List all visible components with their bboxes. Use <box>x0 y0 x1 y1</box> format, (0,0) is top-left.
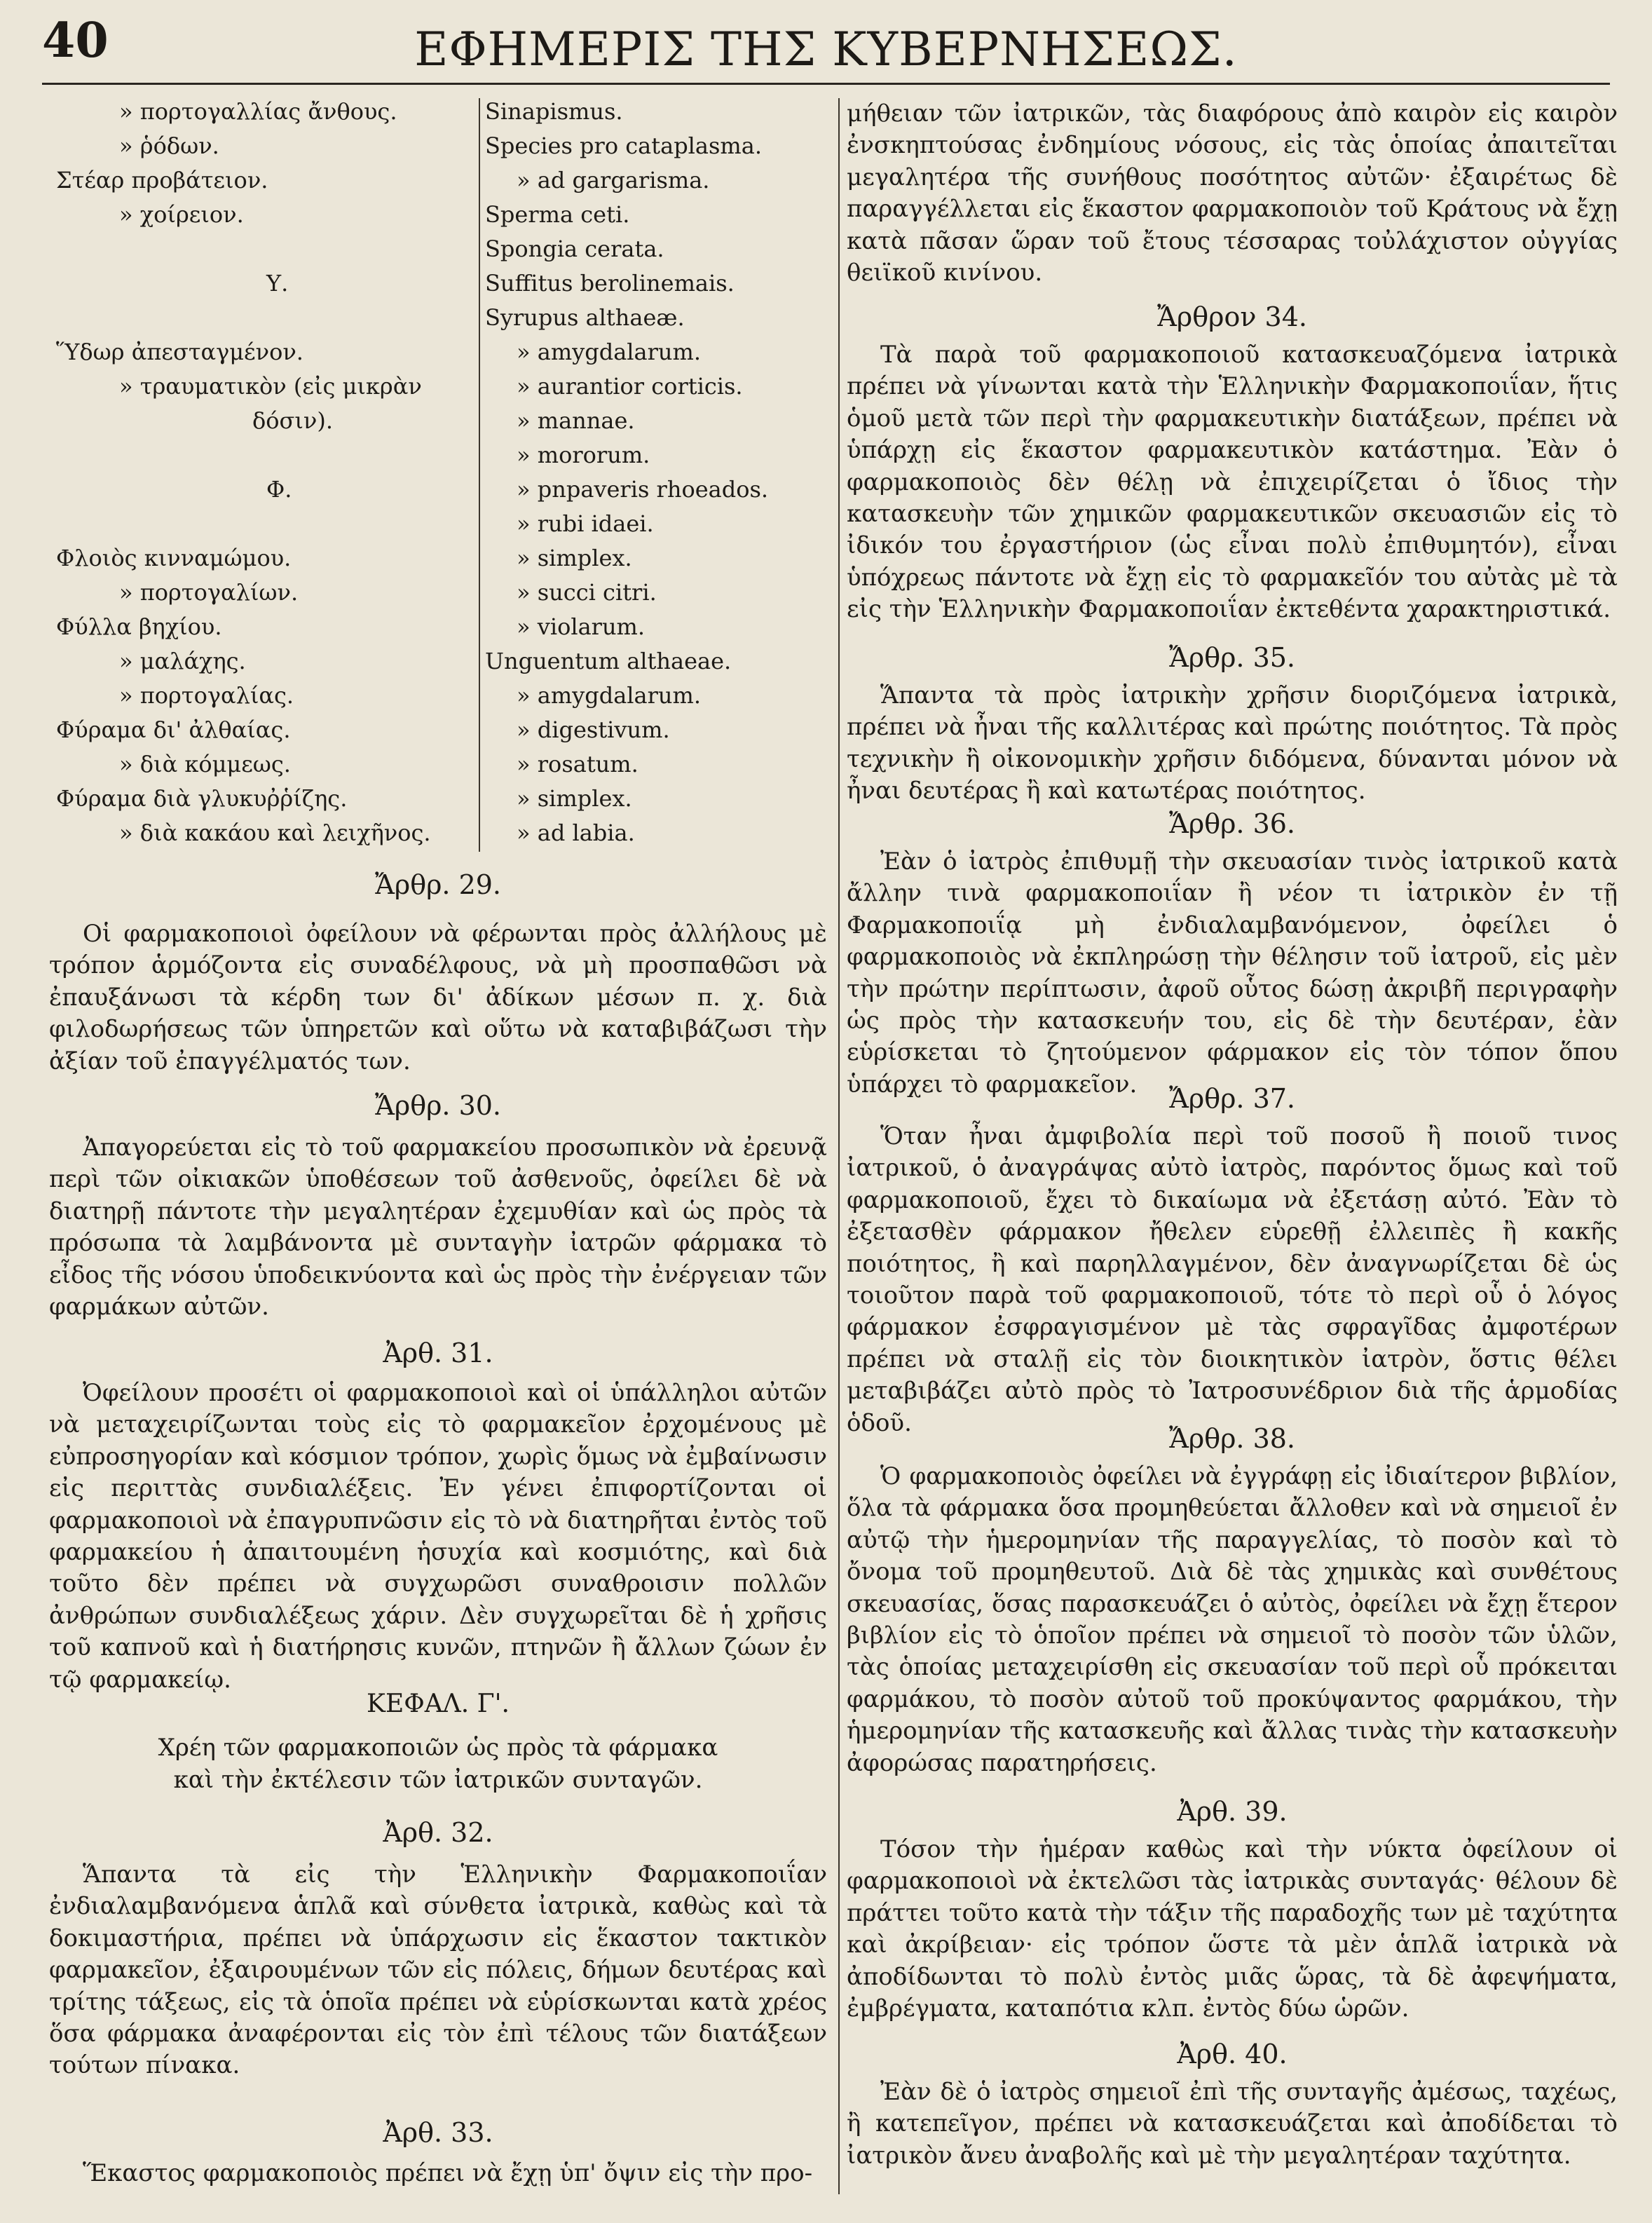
list-item: » διὰ κακάου καὶ λειχῆνος. <box>119 820 431 846</box>
list-item: Suffitus berolinemais. <box>485 270 735 297</box>
article-35-heading: Ἄρθρ. 35. <box>1168 642 1296 673</box>
list-item: Φύραμα διὰ γλυκυῤῥίζης. <box>56 785 348 812</box>
list-item: Unguentum althaeae. <box>485 648 732 674</box>
list-item: » χοίρειον. <box>119 201 244 228</box>
chapter-heading: ΚΕΦΑΛ. Γ'. <box>367 1690 510 1718</box>
list-item: » διὰ κόμμεως. <box>119 751 291 777</box>
list-item: » ad labia. <box>517 820 635 846</box>
list-item: » mororum. <box>517 442 650 468</box>
list-item: » amygdalarum. <box>517 682 702 709</box>
list-item: » violarum. <box>517 613 646 640</box>
list-item: Sinapismus. <box>485 98 623 125</box>
article-32-heading: Ἀρθ. 32. <box>383 1817 493 1848</box>
greek-drug-list <box>56 98 477 855</box>
journal-title: ΕΦΗΜΕΡΙΣ ΤΗΣ ΚΥΒΕΡΝΗΣΕΩΣ. <box>414 22 1238 76</box>
list-item: Ὕδωρ ἀπεσταγμένον. <box>56 339 303 365</box>
list-item: Sperma ceti. <box>485 201 630 228</box>
article-30-heading: Ἄρθρ. 30. <box>374 1090 502 1121</box>
column-divider-rule <box>838 98 840 2194</box>
article-34-text: Τὰ παρὰ τοῦ φαρμακοποιοῦ κατασκευαζόμενα ἰατρικὰ πρέπει νὰ γίνωνται κατὰ τὴν Ἑλληνικὴν Φαρμακοποιΐαν, ἥτις ὁμοῦ μετὰ τῶν περὶ τὴν φαρμακευτικὴν διατάξεων, πρέπει νὰ ὑπάρχῃ εἰς ἕκαστον φαρμακευτικὸν κατάστημα. Ἐὰν ὁ φαρμακοποιὸς δὲν θέλῃ νὰ ἐπιχειρίζεται ὁ ἴδιος τὴν κατασκευὴν τῶν χημικῶν φαρμακευτικῶν σκευασιῶν εἰς τὸ ἰδικόν του ἐργαστήριον (ὡς εἶναι πολὺ ἐπιθυμητόν), εἶναι ὑπόχρεως πάντοτε νὰ ἔχῃ εἰς τὸ φαρμακεῖόν του αὐτὰς μὲ τὰ εἰς τὴν Ἑλληνικὴν Φαρμακοποιΐαν ἐκτεθέντα χαρακτηριστικά. <box>847 341 1618 624</box>
article-35-text: Ἅπαντα τὰ πρὸς ἰατρικὴν χρῆσιν διοριζόμενα ἰατρικὰ, πρέπει νὰ ἦναι τῆς καλλιτέρας καὶ πρώτης ποιότητος. Τὰ πρὸς τεχνικὴν ἢ οἰκονομικὴν χρῆσιν διδόμενα, δύνανται μόνον νὰ ἦναι δευτέρας ἢ καὶ κατωτέρας ποιότητος. <box>847 681 1618 805</box>
article-33-text: Ἕκαστος φαρμακοποιὸς πρέπει νὰ ἔχῃ ὑπ' ὄψιν εἰς τὴν προ- <box>83 2159 813 2187</box>
list-item: Φύραμα δι' ἀλθαίας. <box>56 716 291 743</box>
chapter-title: Χρέη τῶν φαρμακοποιῶν ὡς πρὸς τὰ φάρμακα καὶ τὴν ἐκτέλεσιν τῶν ἰατρικῶν συνταγῶν. <box>158 1734 718 1794</box>
list-item: » simplex. <box>517 785 632 812</box>
article-38-text: Ὁ φαρμακοποιὸς ὀφείλει νὰ ἐγγράφῃ εἰς ἰδιαίτερον βιβλίον, ὅλα τὰ φάρμακα ὅσα προμηθεύεται ἄλλοθεν καὶ νὰ σημειοῖ ἐν αὐτῷ τὴν ἡμερομηνίαν τῆς παραγγελίας, τὸ ποσὸν καὶ τὸ ὄνομα τοῦ προμηθευτοῦ. Διὰ δὲ τὰς χημικὰς καὶ συνθέτους σκευασίας, ὅσας παρασκευάζει ὁ αὐτὸς, ὀφείλει νὰ ἔχῃ ἕτερον βιβλίον εἰς τὸ ὁποῖον πρέπει νὰ σημειοῖ τὸ ποσὸν τῶν ὑλῶν, τὰς ὁποίας μεταχειρίσθη εἰς σκευασίαν τοῦ περὶ οὗ πρόκειται φαρμάκου, τὸ ποσὸν αὐτοῦ τοῦ προκύψαντος φαρμάκου, τὴν ἡμερομηνίαν τῆς κατασκευῆς καὶ ἄλλας τινὰς τὴν κατασκευὴν ἀφορώσας παρατηρήσεις. <box>847 1462 1618 1777</box>
list-item: δόσιν). <box>252 407 334 434</box>
list-item: » mannae. <box>517 407 635 434</box>
article-37-text: Ὅταν ἦναι ἀμφιβολία περὶ τοῦ ποσοῦ ἢ ποιοῦ τινος ἰατρικοῦ, ὁ ἀναγράψας αὐτὸ ἰατρὸς, παρόντος ὅμως καὶ τοῦ φαρμακοποιοῦ, ἔχει τὸ δικαίωμα νὰ ἐξετάσῃ αὐτό. Ἐὰν τὸ ἐξετασθὲν φάρμακον ἤθελεν εὑρεθῇ ἐλλειπὲς ἢ κακῆς ποιότητος, ἢ καὶ παρηλλαγμένον, δὲν ἀναγνωρίζεται δὲ ὡς τοιοῦτον παρὰ τοῦ φαρμακοποιοῦ, τότε τὸ περὶ οὗ ὁ λόγος φάρμακον ἐσφραγισμένον μὲ τὰς σφραγῖδας ἀμφοτέρων πρέπει νὰ σταλῇ εἰς τὸν διοικητικὸν ἰατρὸν, ὅστις θέλει μεταβιβάζει αὐτὸ πρὸς τὸ Ἰατροσυνέδριον διὰ τῆς ἁρμοδίας ὁδοῦ. <box>847 1122 1618 1437</box>
article-39-text: Τόσον τὴν ἡμέραν καθὼς καὶ τὴν νύκτα ὀφείλουν οἱ φαρμακοποιοὶ νὰ ἐκτελῶσι τὰς ἰατρικὰς συνταγάς· θέλουν δὲ πράττει τοῦτο κατὰ τὴν τάξιν τῆς παραδοχῆς των μὲ ταχύτητα καὶ ἀκρίβειαν· εἰς τρόπον ὥστε τὰ μὲν ἁπλᾶ ἰατρικὰ νὰ ἀποδίδωνται τὸ πολὺ ἐντὸς μιᾶς ὥρας, τὰ δὲ ἀφεψήματα, ἐμβρέγματα, καταπότια κλπ. ἐντὸς δύω ὡρῶν. <box>847 1835 1618 2023</box>
list-item: Spongia cerata. <box>485 236 664 262</box>
section-letter-phi: Φ. <box>266 476 292 503</box>
list-item: Στέαρ προβάτειον. <box>56 167 268 193</box>
article-39-heading: Ἀρθ. 39. <box>1177 1796 1288 1827</box>
article-40-heading: Ἀρθ. 40. <box>1177 2039 1288 2069</box>
article-31-heading: Ἀρθ. 31. <box>383 1338 493 1368</box>
article-34-heading: Ἄρθρον 34. <box>1157 301 1307 332</box>
section-letter-upsilon: Υ. <box>266 270 289 297</box>
list-item: » pnpaveris rhoeados. <box>517 476 769 503</box>
list-item: Φλοιὸς κινναμώμου. <box>56 545 292 571</box>
list-item: Species pro cataplasma. <box>485 132 762 159</box>
article-37-heading: Ἄρθρ. 37. <box>1168 1083 1296 1114</box>
list-item: » digestivum. <box>517 716 670 743</box>
article-30-text: Ἀπαγορεύεται εἰς τὸ τοῦ φαρμακείου προσωπικὸν νὰ ἐρευνᾷ περὶ τῶν οἰκιακῶν ὑποθέσεων τοῦ ἀσθενοῦς, ὀφείλει δὲ νὰ διατηρῇ πάντοτε τὴν μεγαλητέραν ἐχεμυθίαν καὶ ὡς πρὸς τὰ πρόσωπα τὰ λαμβάνοντα μὲ συνταγὴν ἰατρῶν φάρμακα τὸ εἶδος τῆς νόσου ὑποδεικνύοντα καὶ ὡς πρὸς τὴν ἐνέργειαν τῶν φαρμάκων αὐτῶν. <box>49 1134 827 1321</box>
list-item: » πορτογαλίων. <box>119 579 299 606</box>
article-38-heading: Ἄρθρ. 38. <box>1168 1423 1296 1454</box>
list-item: Φύλλα βηχίου. <box>56 613 222 640</box>
list-item: » τραυματικὸν (εἰς μικρὰν <box>119 373 422 400</box>
article-33-continuation: μήθειαν τῶν ἰατρικῶν, τὰς διαφόρους ἀπὸ καιρὸν εἰς καιρὸν ἐνσκηπτούσας ἐνδημίους νόσους, εἰς τὰς ὁποίας ἀπαιτεῖται μεγαλητέρα τῆς συνήθους ποσότητος αὐτῶν· ἐξαιρέτως δὲ παραγγέλλεται εἰς ἕκαστον φαρμακοποιὸν τοῦ Κράτους νὰ ἔχῃ κατὰ πᾶσαν ὥραν τοῦ ἔτους τέσσαρας τοὐλάχιστον οὐγγίας θειϊκοῦ κινίνου. <box>847 100 1618 287</box>
article-32-text: Ἅπαντα τὰ εἰς τὴν Ἑλληνικὴν Φαρμακοποιΐαν ἐνδιαλαμβανόμενα ἁπλᾶ καὶ σύνθετα ἰατρικὰ, καθὼς καὶ τὰ δοκιμαστήρια, πρέπει νὰ ὑπάρχωσιν εἰς ἕκαστον τακτικὸν φαρμακεῖον, ἐξαιρουμένων τῶν εἰς πόλεις, δήμων δευτέρας καὶ τρίτης τάξεως, εἰς τὰ ὁποῖα πρέπει νὰ εὑρίσκωνται κατὰ χρέος ὅσα φάρμακα ἀναφέρονται εἰς τὸν ἐπὶ τέλους τῶν διατάξεων τούτων πίνακα. <box>49 1861 827 2080</box>
list-item: » μαλάχης. <box>119 648 246 674</box>
list-item: » πορτογαλίας. <box>119 682 294 709</box>
list-item: » aurantior corticis. <box>517 373 743 400</box>
list-item: » amygdalarum. <box>517 339 702 365</box>
list-item: » πορτογαλλίας ἄνθους. <box>119 98 397 125</box>
article-36-text: Ἐὰν ὁ ἰατρὸς ἐπιθυμῇ τὴν σκευασίαν τινὸς ἰατρικοῦ κατὰ ἄλλην τινὰ φαρμακοποιΐαν ἢ νέον τι ἰατρικὸν ἐν τῇ Φαρμακοποιΐᾳ μὴ ἐνδιαλαμβανόμενον, ὀφείλει ὁ φαρμακοποιὸς νὰ ἐκπληρώσῃ τὴν θέλησιν τοῦ ἰατροῦ, εἰς μὲν τὴν πρώτην περίπτωσιν, ἀφοῦ οὗτος δώσῃ ἀκριβῆ περιγραφὴν ὡς πρὸς τὴν κατασκευήν του, εἰς δὲ τὴν δευτέραν, ἐὰν εὑρίσκεται τὸ ζητούμενον φάρμακον εἰς τὸν τόπον ὅπου ὑπάρχει τὸ φαρμακεῖον. <box>847 848 1618 1099</box>
latin-drug-list <box>485 98 835 855</box>
article-33-heading: Ἀρθ. 33. <box>383 2117 493 2148</box>
list-divider-rule <box>479 98 480 852</box>
list-item: » ad gargarisma. <box>517 167 710 193</box>
page-number: 40 <box>42 13 109 69</box>
header-rule <box>42 83 1610 85</box>
article-29-heading: Ἄρθρ. 29. <box>374 869 502 900</box>
page-header <box>0 0 1652 77</box>
article-40-text: Ἐὰν δὲ ὁ ἰατρὸς σημειοῖ ἐπὶ τῆς συνταγῆς ἀμέσως, ταχέως, ἢ κατεπεῖγον, πρέπει νὰ κατασκευάζεται καὶ ἀποδίδεται τὸ ἰατρικὸν ἄνευ ἀναβολῆς καὶ μὲ τὴν μεγαλητέραν ταχύτητα. <box>847 2078 1618 2170</box>
list-item: Syrupus althaeæ. <box>485 304 685 331</box>
article-31-text: Ὀφείλουν προσέτι οἱ φαρμακοποιοὶ καὶ οἱ ὑπάλληλοι αὐτῶν νὰ μεταχειρίζωνται τοὺς εἰς τὸ φαρμακεῖον ἐρχομένους μὲ εὐπροσηγορίαν καὶ κόσμιον τρόπον, χωρὶς ὅμως νὰ ἐμβαίνωσιν εἰς περιττὰς συνδιαλέξεις. Ἐν γένει ἐπιφορτίζονται οἱ φαρμακοποιοὶ νὰ ἐπαγρυπνῶσιν εἰς τὸ νὰ διατηρῆται ἐντὸς τοῦ φαρμακείου ἡ ἀπαιτουμένη ἡσυχία καὶ κοσμιότης, καὶ διὰ τοῦτο δὲν πρέπει νὰ συγχωρῶσι συναθροισιν πολλῶν ἀνθρώπων συνδιαλέξεως χάριν. Δὲν συγχωρεῖται δὲ ἡ χρῆσις τοῦ καπνοῦ καὶ ἡ διατήρησις κυνῶν, πτηνῶν ἢ ἄλλων ζώων ἐν τῷ φαρμακείῳ. <box>49 1379 827 1694</box>
article-36-heading: Ἄρθρ. 36. <box>1168 808 1296 839</box>
list-item: » rubi idaei. <box>517 510 654 537</box>
list-item: » ῥόδων. <box>119 132 219 159</box>
list-item: » succi citri. <box>517 579 657 606</box>
list-item: » simplex. <box>517 545 632 571</box>
list-item: » rosatum. <box>517 751 639 777</box>
article-29-text: Οἱ φαρμακοποιοὶ ὀφείλουν νὰ φέρωνται πρὸς ἀλλήλους μὲ τρόπον ἁρμόζοντα εἰς συναδέλφους, νὰ μὴ προσπαθῶσι νὰ ἐπαυξάνωσι τὰ κέρδη των δι' ἀδίκων μέσων π. χ. διὰ φιλοδωρήσεως τῶν ὑπηρετῶν καὶ οὕτω νὰ καταβιβάζωσι τὴν ἀξίαν τοῦ ἐπαγγέλματός των. <box>49 920 827 1075</box>
